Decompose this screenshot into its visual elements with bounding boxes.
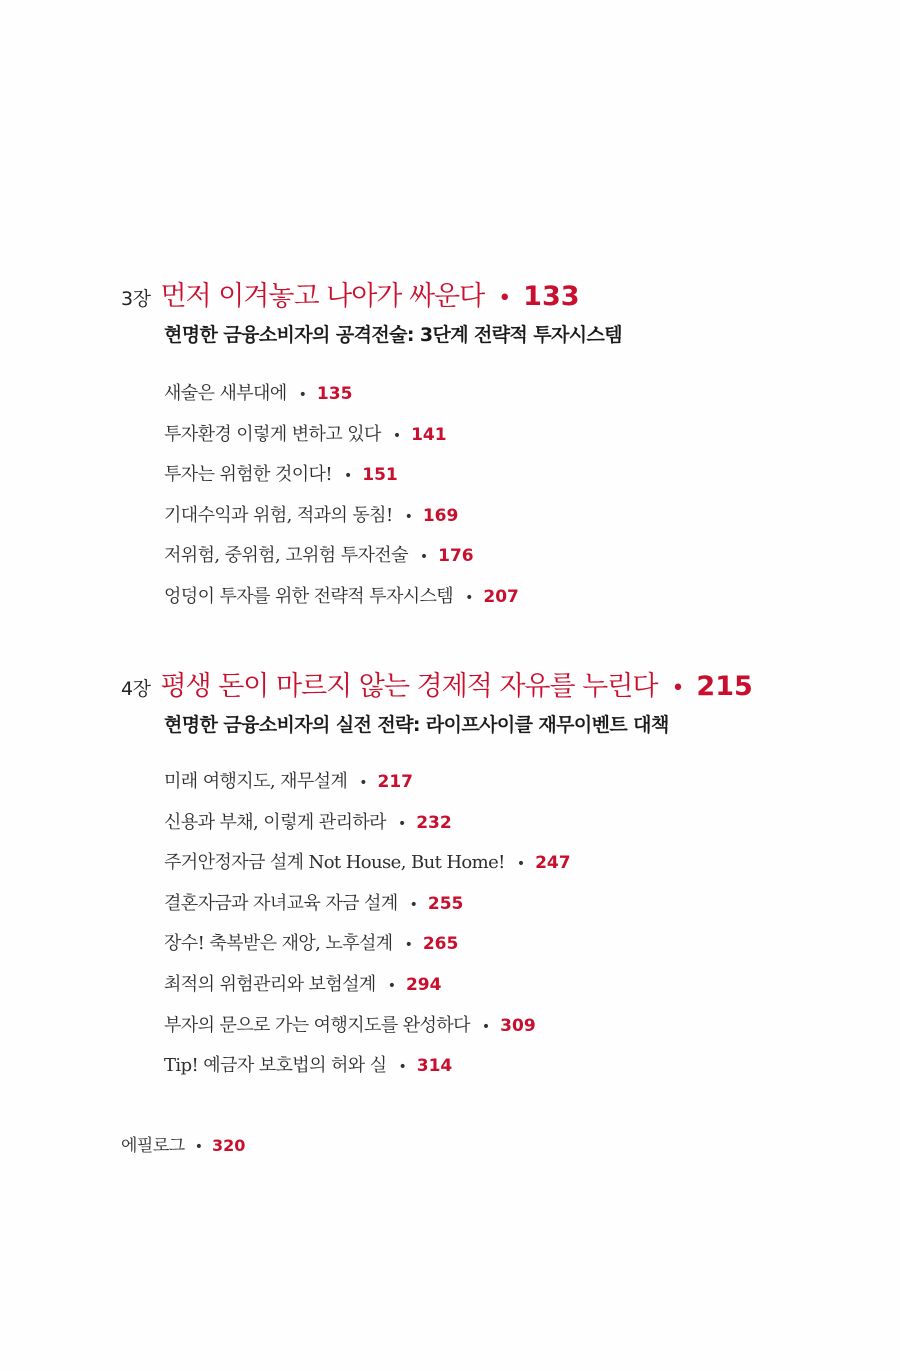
toc-entry[interactable] (164, 501, 861, 542)
entry-page-number: 309 (500, 1015, 536, 1036)
toc-entry[interactable] (164, 808, 861, 849)
toc-entry[interactable] (164, 541, 861, 582)
entry-title: 투자환경 이렇게 변하고 있다 (164, 423, 381, 445)
toc-entry[interactable] (164, 970, 861, 1011)
entry-title: 기대수익과 위험, 적과의 동침! (164, 504, 393, 526)
bullet-separator: • (409, 896, 418, 913)
chapter-page-number: 215 (696, 671, 753, 702)
toc-entry[interactable] (164, 1011, 861, 1052)
epilogue-entry[interactable] (121, 1131, 245, 1156)
toc-entry-list (164, 379, 861, 623)
bullet-separator: • (404, 508, 413, 525)
entry-title: 신용과 부채, 이렇게 관리하라 (164, 811, 386, 833)
chapter-4-section (121, 664, 861, 1092)
bullet-separator: • (194, 1139, 203, 1155)
toc-entry[interactable] (164, 582, 861, 623)
bullet-separator: • (343, 468, 353, 485)
chapter-title: 평생 돈이 마르지 않는 경제적 자유를 누린다 (160, 671, 658, 702)
toc-entry[interactable] (164, 767, 861, 808)
bullet-separator: • (298, 387, 307, 403)
entry-title: 부자의 문으로 가는 여행지도를 완성하다 (164, 1014, 470, 1036)
toc-entry[interactable] (164, 420, 861, 461)
entry-title: 미래 여행지도, 재무설계 (164, 771, 348, 792)
entry-title: 결혼자금과 자녀교육 자금 설계 (164, 892, 398, 914)
entry-page-number: 169 (422, 505, 459, 526)
chapter-subtitle: 현명한 금융소비자의 공격전술: 3단계 전략적 투자시스템 (164, 324, 623, 346)
entry-title: 엉덩이 투자를 위한 전략적 투자시스템 (164, 585, 454, 607)
entry-page-number: 176 (438, 546, 474, 567)
bullet-separator: • (398, 1059, 407, 1076)
toc-entry[interactable] (164, 379, 861, 420)
bullet-separator: • (392, 427, 402, 444)
entry-title: 저위험, 중위험, 고위험 투자전술 (164, 545, 408, 567)
bullet-separator: • (465, 589, 474, 606)
epilogue-title: 에필로그 (121, 1136, 185, 1156)
bullet-separator: • (359, 775, 368, 791)
bullet-separator: • (387, 977, 396, 994)
entry-page-number: 141 (411, 424, 447, 445)
entry-title: Tip! 예금자 보호법의 허와 실 (164, 1055, 387, 1077)
bullet-separator: • (404, 937, 413, 954)
bullet-separator: • (397, 815, 407, 832)
entry-title: 주거안정자금 설계 Not House, But Home! (164, 852, 505, 874)
toc-entry[interactable] (164, 1051, 861, 1092)
entry-page-number: 265 (422, 934, 459, 955)
chapter-3-section (121, 274, 861, 623)
bullet-separator: • (419, 549, 429, 566)
chapter-number: 3장 (121, 288, 151, 310)
bullet-separator: • (516, 856, 526, 873)
chapter-4-heading[interactable] (121, 664, 861, 704)
chapter-3-heading[interactable] (121, 274, 861, 314)
entry-page-number: 294 (405, 974, 442, 995)
toc-entry[interactable] (164, 889, 861, 930)
bullet-separator: • (481, 1018, 491, 1035)
entry-page-number: 135 (316, 384, 353, 404)
chapter-title: 먼저 이겨놓고 나아가 싸운다 (160, 281, 485, 312)
toc-entry-list (164, 767, 861, 1092)
toc-entry[interactable] (164, 460, 861, 501)
entry-page-number: 217 (377, 772, 414, 792)
toc-entry[interactable] (164, 848, 861, 889)
epilogue-page-number: 320 (211, 1136, 246, 1155)
chapter-number: 4장 (121, 678, 151, 700)
bullet-separator: • (498, 286, 512, 311)
entry-page-number: 247 (535, 853, 571, 874)
entry-title: 장수! 축복받은 재앙, 노후설계 (164, 933, 393, 955)
chapter-subtitle: 현명한 금융소비자의 실전 전략: 라이프사이클 재무이벤트 대책 (164, 714, 669, 736)
entry-title: 새술은 새부대에 (164, 383, 287, 404)
bullet-separator: • (671, 676, 685, 701)
entry-page-number: 232 (416, 812, 452, 833)
chapter-page-number: 133 (523, 281, 580, 312)
entry-page-number: 314 (416, 1056, 453, 1077)
entry-page-number: 255 (427, 893, 464, 914)
entry-page-number: 151 (362, 465, 398, 486)
entry-title: 투자는 위험한 것이다! (164, 464, 332, 486)
toc-entry[interactable] (164, 929, 861, 970)
entry-title: 최적의 위험관리와 보험설계 (164, 973, 376, 995)
entry-page-number: 207 (483, 586, 519, 607)
